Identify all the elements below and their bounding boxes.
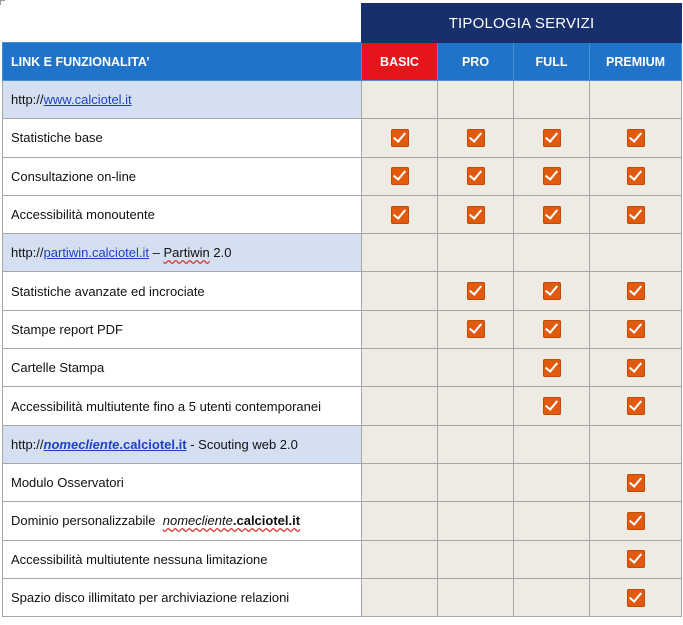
full-column-header: FULL xyxy=(514,43,590,81)
section-row xyxy=(3,234,682,272)
title-row xyxy=(3,4,682,43)
checkbox-checked-icon xyxy=(627,282,645,300)
premium-cell xyxy=(590,195,682,233)
feature-label: Accessibilità multiutente nessuna limitazione xyxy=(11,551,268,567)
checkbox-checked-icon xyxy=(543,397,561,415)
feature-label-cell xyxy=(3,387,362,425)
checkbox-checked-icon xyxy=(391,129,409,147)
basic-cell xyxy=(362,195,438,233)
basic-cell xyxy=(362,349,438,387)
separator-dash: – xyxy=(149,245,164,261)
checkbox-checked-icon xyxy=(543,206,561,224)
table-row xyxy=(3,195,682,233)
basic-cell xyxy=(362,119,438,157)
feature-label: Consultazione on-line xyxy=(11,168,137,184)
checkbox-checked-icon xyxy=(627,167,645,185)
section-row xyxy=(3,81,682,119)
feature-label: Accessibilità monoutente xyxy=(11,207,155,223)
basic-cell xyxy=(362,578,438,616)
pro-cell xyxy=(438,502,514,540)
pro-cell xyxy=(438,195,514,233)
basic-cell xyxy=(362,425,438,463)
site-link[interactable]: www.calciotel.it xyxy=(43,92,132,108)
feature-label-cell xyxy=(3,349,362,387)
premium-cell xyxy=(590,310,682,348)
basic-cell xyxy=(362,502,438,540)
tipologia-servizi-header: TIPOLOGIA SERVIZI xyxy=(362,4,682,43)
checkbox-checked-icon xyxy=(627,474,645,492)
pro-cell xyxy=(438,157,514,195)
pro-cell xyxy=(438,81,514,119)
feature-label: Spazio disco illimitato per archiviazione relazioni xyxy=(11,590,290,605)
checkbox-checked-icon xyxy=(627,320,645,338)
site-link[interactable] xyxy=(44,437,187,452)
pro-cell xyxy=(438,119,514,157)
table-row xyxy=(3,157,682,195)
feature-label: Stampe report PDF xyxy=(11,321,123,337)
domain-rest-part: .calciotel.it xyxy=(232,513,301,529)
basic-cell xyxy=(362,463,438,501)
feature-column-header: LINK E FUNZIONALITA’ xyxy=(3,43,362,81)
premium-cell xyxy=(590,463,682,501)
table-row xyxy=(3,502,682,540)
pro-column-header: PRO xyxy=(438,43,514,81)
full-cell xyxy=(514,272,590,310)
spacer xyxy=(156,513,163,528)
basic-column-header: BASIC xyxy=(362,43,438,81)
checkbox-checked-icon xyxy=(467,206,485,224)
basic-cell xyxy=(362,234,438,272)
url-prefix: http:// xyxy=(11,436,44,452)
basic-cell xyxy=(362,157,438,195)
premium-cell xyxy=(590,349,682,387)
full-cell xyxy=(514,502,590,540)
checkbox-checked-icon xyxy=(467,320,485,338)
site-link-italic-part: nomecliente xyxy=(43,436,120,452)
pro-cell xyxy=(438,349,514,387)
pro-cell xyxy=(438,463,514,501)
blank-cell xyxy=(3,4,362,43)
checkbox-checked-icon xyxy=(627,129,645,147)
premium-column-header: PREMIUM xyxy=(590,43,682,81)
feature-label-cell xyxy=(3,502,362,540)
feature-label: Statistiche avanzate ed incrociate xyxy=(11,283,205,299)
feature-label: Accessibilità multiutente fino a 5 utenti contemporanei xyxy=(11,398,322,414)
url-prefix: http:// xyxy=(11,92,44,108)
full-cell xyxy=(514,195,590,233)
pro-cell xyxy=(438,310,514,348)
feature-label-cell xyxy=(3,157,362,195)
checkbox-checked-icon xyxy=(627,589,645,607)
premium-cell xyxy=(590,157,682,195)
table-row xyxy=(3,578,682,616)
premium-cell xyxy=(590,234,682,272)
checkbox-checked-icon xyxy=(627,512,645,530)
table-row xyxy=(3,272,682,310)
brand-name: Partiwin xyxy=(163,245,210,261)
basic-cell xyxy=(362,540,438,578)
section-link-cell xyxy=(3,234,362,272)
checkbox-checked-icon xyxy=(467,167,485,185)
section-suffix: - Scouting web 2.0 xyxy=(186,436,298,452)
pro-cell xyxy=(438,272,514,310)
feature-label: Cartelle Stampa xyxy=(11,360,105,376)
checkbox-checked-icon xyxy=(627,397,645,415)
pro-cell xyxy=(438,540,514,578)
pro-cell xyxy=(438,234,514,272)
feature-label: Statistiche base xyxy=(11,130,103,146)
checkbox-checked-icon xyxy=(543,129,561,147)
premium-cell xyxy=(590,540,682,578)
feature-label-cell xyxy=(3,195,362,233)
full-cell xyxy=(514,157,590,195)
feature-label-cell xyxy=(3,578,362,616)
premium-cell xyxy=(590,387,682,425)
table-row xyxy=(3,387,682,425)
checkbox-checked-icon xyxy=(467,282,485,300)
full-cell xyxy=(514,463,590,501)
feature-label: Dominio personalizzabile xyxy=(11,513,156,529)
feature-label-cell xyxy=(3,463,362,501)
full-cell xyxy=(514,310,590,348)
column-header-row xyxy=(3,43,682,81)
table-body xyxy=(3,81,682,617)
basic-cell xyxy=(362,387,438,425)
feature-label-cell xyxy=(3,119,362,157)
premium-cell xyxy=(590,119,682,157)
table-row xyxy=(3,119,682,157)
checkbox-checked-icon xyxy=(543,167,561,185)
pro-cell xyxy=(438,425,514,463)
full-cell xyxy=(514,119,590,157)
basic-cell xyxy=(362,310,438,348)
checkbox-checked-icon xyxy=(543,282,561,300)
basic-cell xyxy=(362,272,438,310)
site-link-domain-part: .calciotel.it xyxy=(119,436,187,452)
pro-cell xyxy=(438,578,514,616)
full-cell xyxy=(514,578,590,616)
premium-cell xyxy=(590,578,682,616)
section-row xyxy=(3,425,682,463)
checkbox-checked-icon xyxy=(467,129,485,147)
checkbox-checked-icon xyxy=(627,550,645,568)
domain-italic-part: nomecliente xyxy=(162,513,233,529)
section-link-cell xyxy=(3,425,362,463)
premium-cell xyxy=(590,425,682,463)
feature-label-cell xyxy=(3,272,362,310)
table-row xyxy=(3,310,682,348)
checkbox-checked-icon xyxy=(543,320,561,338)
full-cell xyxy=(514,425,590,463)
full-cell xyxy=(514,234,590,272)
checkbox-checked-icon xyxy=(627,206,645,224)
feature-label-cell xyxy=(3,310,362,348)
brand-version: 2.0 xyxy=(209,245,232,261)
basic-cell xyxy=(362,81,438,119)
premium-cell xyxy=(590,272,682,310)
services-table xyxy=(2,3,682,617)
checkbox-checked-icon xyxy=(627,359,645,377)
full-cell xyxy=(514,349,590,387)
section-link-cell xyxy=(3,81,362,119)
premium-cell xyxy=(590,81,682,119)
checkbox-checked-icon xyxy=(391,167,409,185)
full-cell xyxy=(514,387,590,425)
feature-label: Modulo Osservatori xyxy=(11,475,124,491)
premium-cell xyxy=(590,502,682,540)
pro-cell xyxy=(438,387,514,425)
table-row xyxy=(3,463,682,501)
full-cell xyxy=(514,81,590,119)
feature-label-cell xyxy=(3,540,362,578)
url-prefix: http:// xyxy=(11,245,44,261)
checkbox-checked-icon xyxy=(391,206,409,224)
site-link[interactable]: partiwin.calciotel.it xyxy=(43,245,150,261)
checkbox-checked-icon xyxy=(543,359,561,377)
table-row xyxy=(3,349,682,387)
full-cell xyxy=(514,540,590,578)
table-row xyxy=(3,540,682,578)
